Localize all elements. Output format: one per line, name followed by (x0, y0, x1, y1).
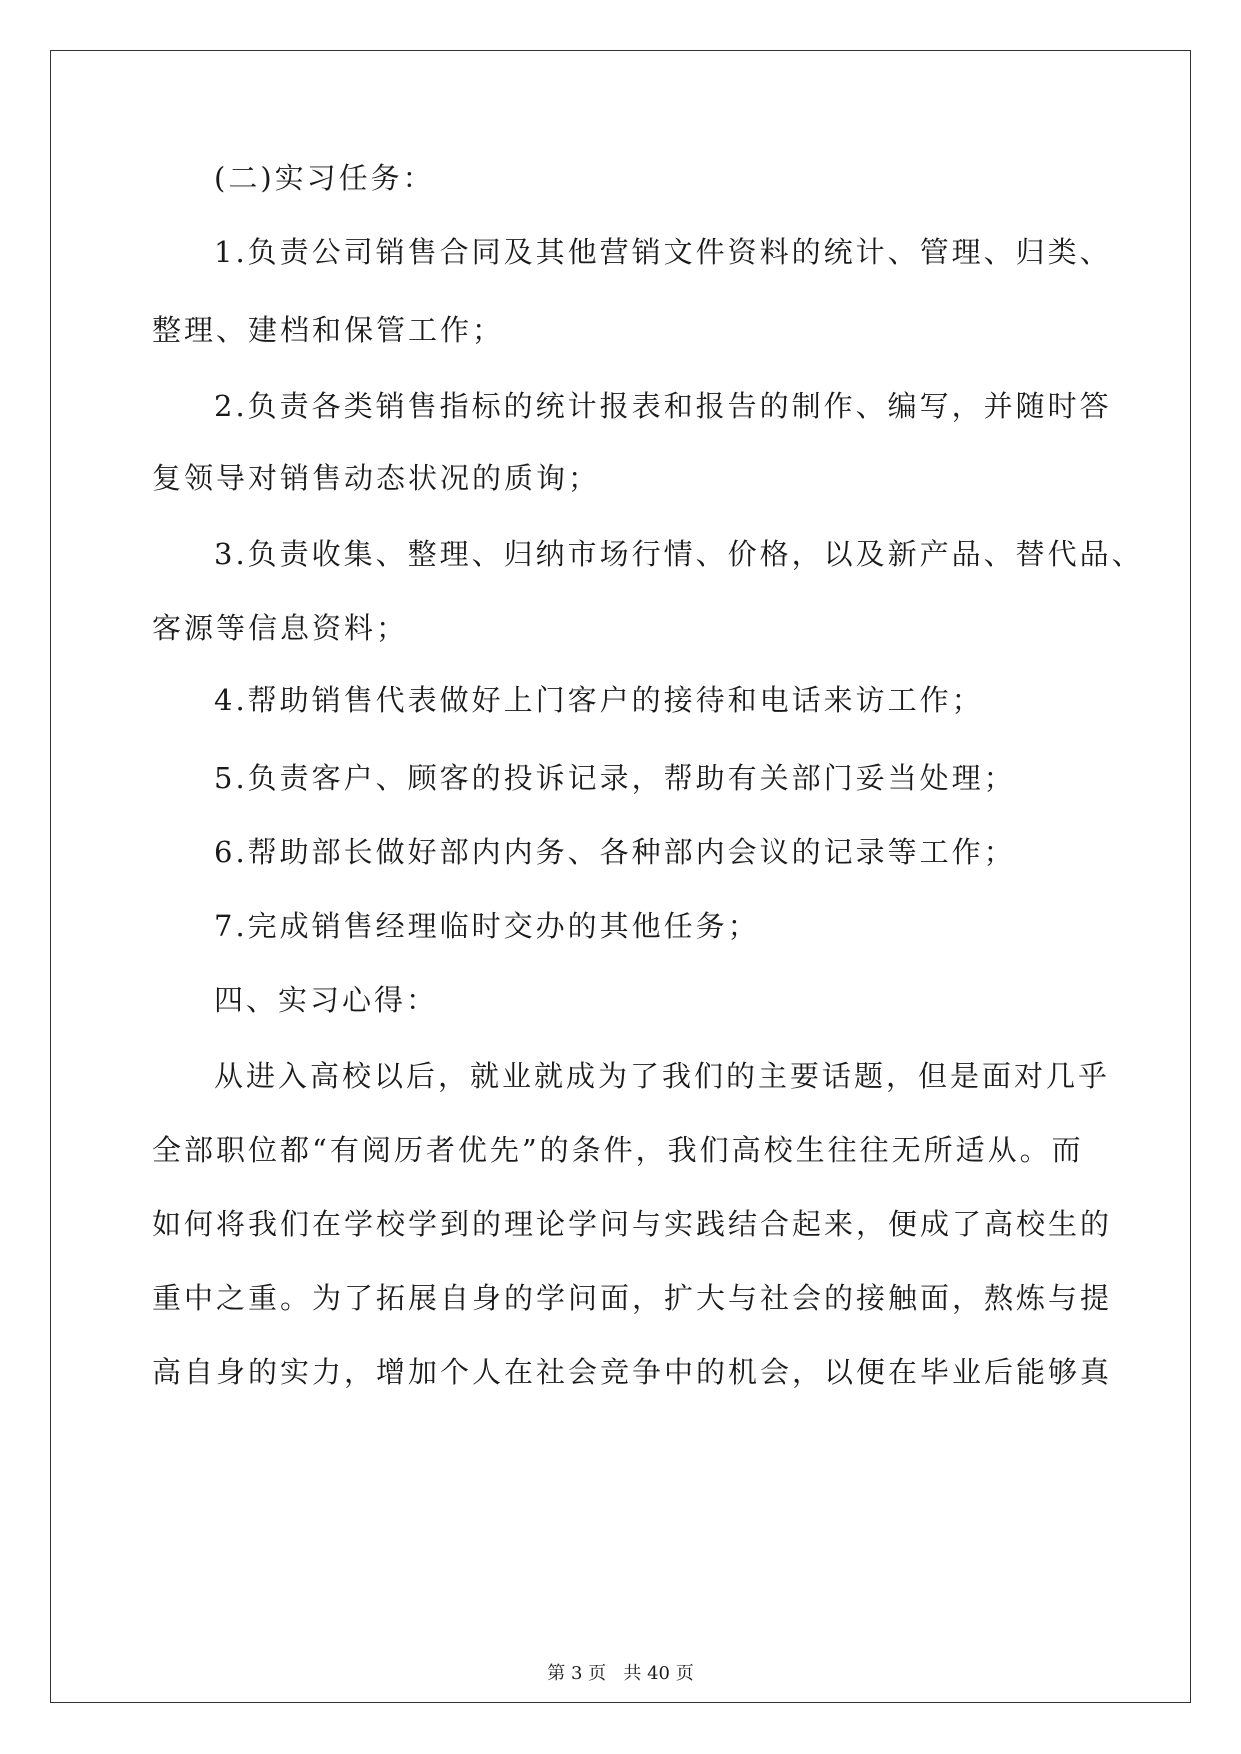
page-border (50, 50, 1191, 1703)
paragraph-line: 如何将我们在学校学到的理论学问与实践结合起来，便成了高校生的 (152, 1207, 1113, 1241)
paragraph-line: 从进入高校以后，就业就成为了我们的主要话题，但是面对几乎 (214, 1059, 1111, 1093)
section-heading-insights: 四、实习心得： (214, 983, 439, 1017)
paragraph-line: 整理、建档和保管工作； (152, 313, 505, 347)
paragraph-line: 6.帮助部长做好部内内务、各种部内会议的记录等工作； (214, 835, 1016, 869)
paragraph-line: 1.负责公司销售合同及其他营销文件资料的统计、管理、归类、 (214, 235, 1112, 269)
paragraph-line: 客源等信息资料； (152, 611, 409, 645)
page-total: 共 40 页 (623, 1663, 694, 1684)
page-number: 第 3 页 (547, 1663, 607, 1684)
paragraph-line: 重中之重。为了拓展自身的学问面，扩大与社会的接触面，熬炼与提 (152, 1281, 1113, 1315)
paragraph-line: 7.完成销售经理临时交办的其他任务； (214, 909, 760, 943)
paragraph-line: 高自身的实力，增加个人在社会竞争中的机会，以便在毕业后能够真 (152, 1355, 1113, 1389)
footer-spacer (606, 1663, 623, 1684)
paragraph-line: 3.负责收集、整理、归纳市场行情、价格，以及新产品、替代品、 (214, 537, 1144, 571)
section-heading-tasks: (二)实习任务： (214, 161, 435, 195)
page-footer (0, 1662, 1241, 1686)
paragraph-line: 2.负责各类销售指标的统计报表和报告的制作、编写，并随时答 (214, 389, 1112, 423)
paragraph-line: 5.负责客户、顾客的投诉记录，帮助有关部门妥当处理； (214, 761, 1016, 795)
paragraph-line: 全部职位都“有阅历者优先”的条件，我们高校生往往无所适从。而 (152, 1133, 1084, 1167)
paragraph-line: 4.帮助销售代表做好上门客户的接待和电话来访工作； (214, 683, 984, 717)
paragraph-line: 复领导对销售动态状况的质询； (152, 461, 601, 495)
